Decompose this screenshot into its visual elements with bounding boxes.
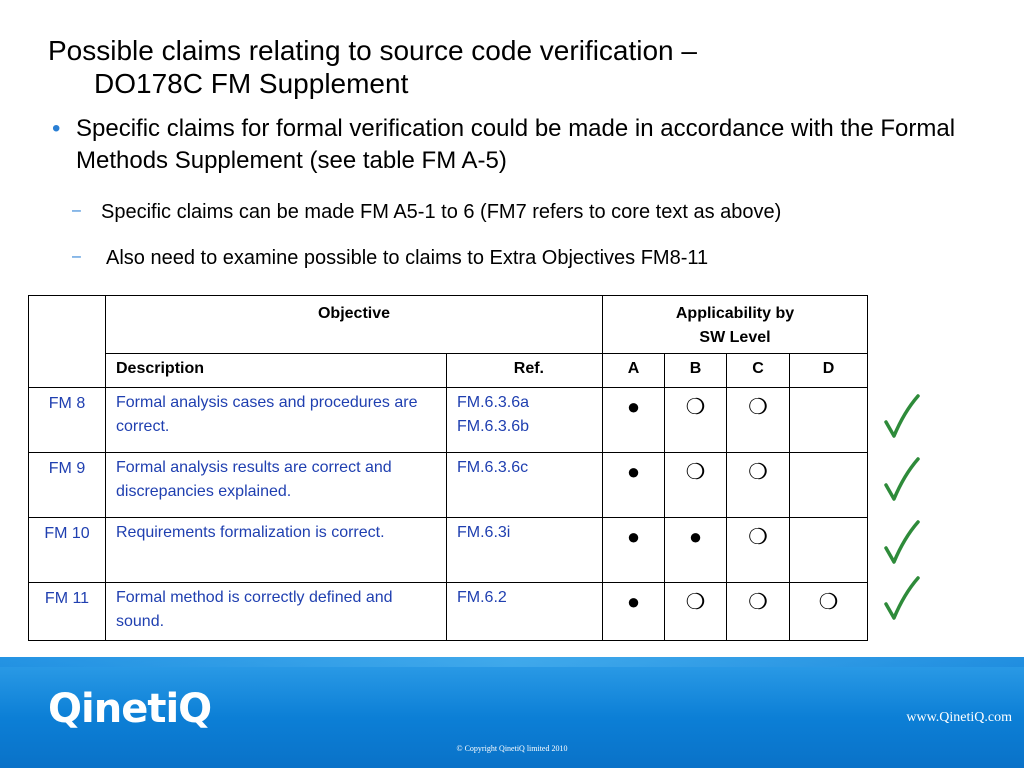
main-bullet — [52, 113, 992, 177]
objective-description: Formal analysis cases and procedures are correct. — [106, 388, 447, 453]
bullet-marker: • — [52, 115, 61, 142]
checkmark-icon — [882, 574, 922, 624]
level-b-mark: ❍ — [665, 583, 727, 641]
level-d-header: D — [790, 354, 868, 388]
footer-bar — [0, 657, 1024, 768]
ref-value: FM.6.3.6a — [457, 394, 530, 411]
sub-bullet-text: Also need to examine possible to claims to Extra Objectives FM8-11 — [106, 247, 709, 269]
level-c-mark: ❍ — [727, 518, 790, 583]
level-a-header: A — [603, 354, 665, 388]
slide-title-line-1: Possible claims relating to source code verification – — [48, 35, 697, 66]
level-b-mark: ❍ — [665, 453, 727, 518]
objective-ref — [447, 453, 603, 518]
level-d-mark — [790, 453, 868, 518]
objective-description: Requirements formalization is correct. — [106, 518, 447, 583]
level-b-mark: ● — [665, 518, 727, 583]
objective-id: FM 9 — [29, 453, 106, 518]
applicability-header-line-1: Applicability by — [675, 305, 795, 322]
objective-ref — [447, 518, 603, 583]
table-row — [29, 583, 868, 641]
level-c-mark: ❍ — [727, 583, 790, 641]
copyright-notice: © Copyright QinetiQ limited 2010 — [456, 744, 568, 753]
objective-header — [106, 296, 603, 354]
table-row — [29, 518, 868, 583]
objective-id: FM 10 — [29, 518, 106, 583]
table-row — [29, 388, 868, 453]
ref-column-header: Ref. — [447, 354, 603, 388]
level-c-mark: ❍ — [727, 453, 790, 518]
description-column-header: Description — [106, 354, 447, 388]
sub-bullet-marker: – — [72, 202, 81, 219]
sub-bullet-1 — [72, 200, 992, 224]
table-corner-cell — [29, 296, 106, 388]
table-row — [29, 453, 868, 518]
checkmark-icon — [882, 455, 922, 505]
ref-value: FM.6.3i — [457, 524, 511, 541]
sub-bullet-marker: – — [72, 248, 81, 265]
main-bullet-text: Specific claims for formal verification could be made in accordance with the Formal Methods Supplement (see table FM A-5) — [76, 115, 956, 174]
checkmark-icon — [882, 518, 922, 568]
slide-title-line-2: DO178C FM Supplement — [94, 68, 409, 99]
objective-id: FM 8 — [29, 388, 106, 453]
ref-value: FM.6.3.6b — [457, 418, 530, 435]
slide-title — [48, 34, 988, 100]
sub-bullet-text: Specific claims can be made FM A5-1 to 6 (FM7 refers to core text as above) — [101, 201, 782, 223]
applicability-header-line-2: SW Level — [699, 329, 771, 346]
qinetiq-logo: QinetiQ — [48, 686, 212, 732]
level-c-mark: ❍ — [727, 388, 790, 453]
ref-value: FM.6.3.6c — [457, 459, 529, 476]
objective-ref — [447, 388, 603, 453]
objective-description: Formal method is correctly defined and sound. — [106, 583, 447, 641]
level-a-mark: ● — [603, 583, 665, 641]
objective-description: Formal analysis results are correct and discrepancies explained. — [106, 453, 447, 518]
level-d-mark: ❍ — [790, 583, 868, 641]
level-d-mark — [790, 388, 868, 453]
applicability-header — [603, 296, 868, 354]
level-a-mark: ● — [603, 453, 665, 518]
objective-id: FM 11 — [29, 583, 106, 641]
objectives-table — [28, 295, 868, 641]
level-b-header: B — [665, 354, 727, 388]
level-b-mark: ❍ — [665, 388, 727, 453]
website-link[interactable]: www.QinetiQ.com — [906, 710, 1012, 725]
level-a-mark: ● — [603, 388, 665, 453]
objective-header-label: Objective — [317, 305, 391, 322]
level-c-header: C — [727, 354, 790, 388]
ref-value: FM.6.2 — [457, 589, 507, 606]
sub-bullet-2 — [72, 246, 992, 270]
level-a-mark: ● — [603, 518, 665, 583]
level-d-mark — [790, 518, 868, 583]
checkmark-icon — [882, 392, 922, 442]
footer-stripe — [0, 657, 1024, 667]
objective-ref — [447, 583, 603, 641]
